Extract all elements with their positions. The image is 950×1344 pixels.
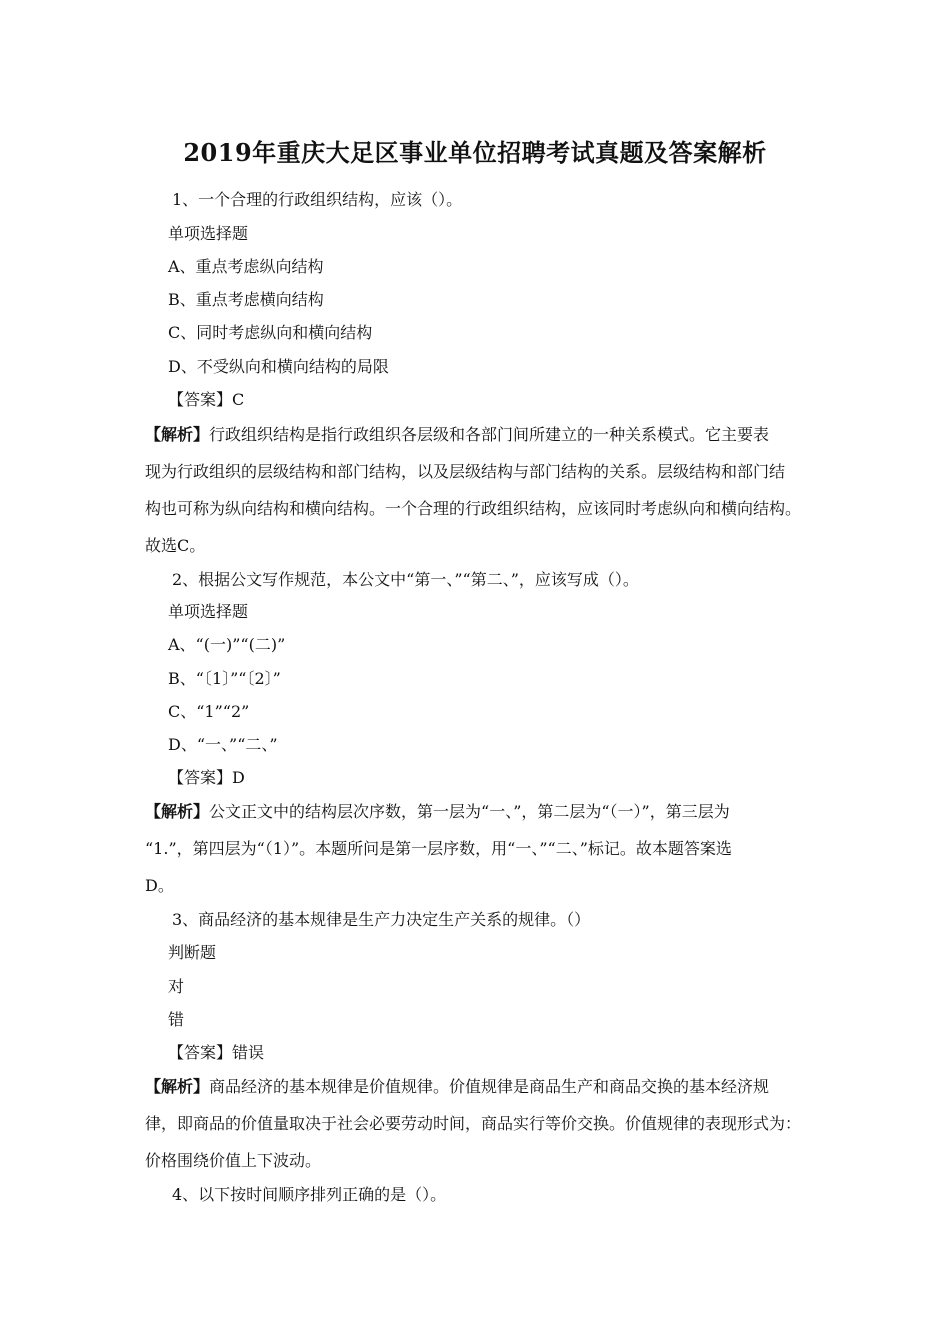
analysis-tag: 【解析】 (145, 802, 210, 821)
question-3-stem: 3、商品经济的基本规律是生产力决定生产关系的规律。（） (172, 910, 591, 929)
question-1-option-d: D、不受纵向和横向结构的局限 (168, 357, 389, 376)
answer-value: C (232, 390, 245, 409)
question-2-option-d: D、“一、”“二、” (168, 735, 278, 754)
question-2-option-a: A、“(一)”“(二)” (168, 635, 286, 654)
question-2-analysis-line: “1.”，第四层为“（1）”。本题所问是第一层序数，用“一、”“二、”标记。故本题答案选 (145, 839, 732, 858)
answer-value: D (232, 768, 245, 787)
question-2-option-b: B、“〔1〕”“〔2〕” (168, 669, 281, 688)
question-3-type: 判断题 (168, 943, 217, 962)
question-3-analysis-line: 价格围绕价值上下波动。 (145, 1151, 322, 1170)
answer-tag: 【答案】 (168, 1043, 233, 1062)
question-1-option-a: A、重点考虑纵向结构 (168, 257, 324, 276)
analysis-tag: 【解析】 (145, 1077, 210, 1096)
question-1-analysis-line: 现为行政组织的层级结构和部门结构，以及层级结构与部门结构的关系。层级结构和部门结 (145, 462, 786, 481)
question-1-option-b: B、重点考虑横向结构 (168, 290, 324, 309)
question-2-stem: 2、根据公文写作规范，本公文中“第一、”“第二、”，应该写成（）。 (172, 570, 639, 589)
question-3-analysis-line: 律，即商品的价值量取决于社会必要劳动时间，商品实行等价交换。价值规律的表现形式为： (145, 1114, 802, 1133)
question-1-analysis-line: 构也可称为纵向结构和横向结构。一个合理的行政组织结构，应该同时考虑纵向和横向结构。 (145, 499, 802, 518)
question-1-analysis-line: 【解析】行政组织结构是指行政组织各层级和各部门间所建立的一种关系模式。它主要表 (145, 425, 770, 444)
question-1-type: 单项选择题 (168, 224, 249, 243)
answer-tag: 【答案】 (168, 390, 233, 409)
question-1-option-c: C、同时考虑纵向和横向结构 (168, 323, 373, 342)
question-2-analysis-line: D。 (145, 876, 174, 895)
question-3-analysis-line: 【解析】商品经济的基本规律是价值规律。价值规律是商品生产和商品交换的基本经济规 (145, 1077, 770, 1096)
question-3-option-false: 错 (168, 1010, 185, 1029)
question-2-type: 单项选择题 (168, 602, 249, 621)
question-1-stem: 1、一个合理的行政组织结构，应该（）。 (172, 190, 463, 209)
question-2-analysis-line: 【解析】公文正文中的结构层次序数，第一层为“一、”，第二层为“（一）”，第三层为 (145, 802, 730, 821)
document-title: 2019年重庆大足区事业单位招聘考试真题及答案解析 (183, 138, 767, 167)
question-1-answer (168, 390, 244, 410)
analysis-tag: 【解析】 (145, 425, 210, 444)
question-4-stem: 4、以下按时间顺序排列正确的是（）。 (172, 1185, 447, 1204)
answer-value: 错误 (232, 1043, 265, 1062)
question-3-answer (168, 1043, 264, 1063)
question-2-option-c: C、“1”“2” (168, 702, 250, 721)
answer-tag: 【答案】 (168, 768, 233, 787)
question-2-answer (168, 768, 245, 788)
question-3-option-true: 对 (168, 977, 185, 996)
question-1-analysis-line: 故选C。 (145, 536, 206, 555)
